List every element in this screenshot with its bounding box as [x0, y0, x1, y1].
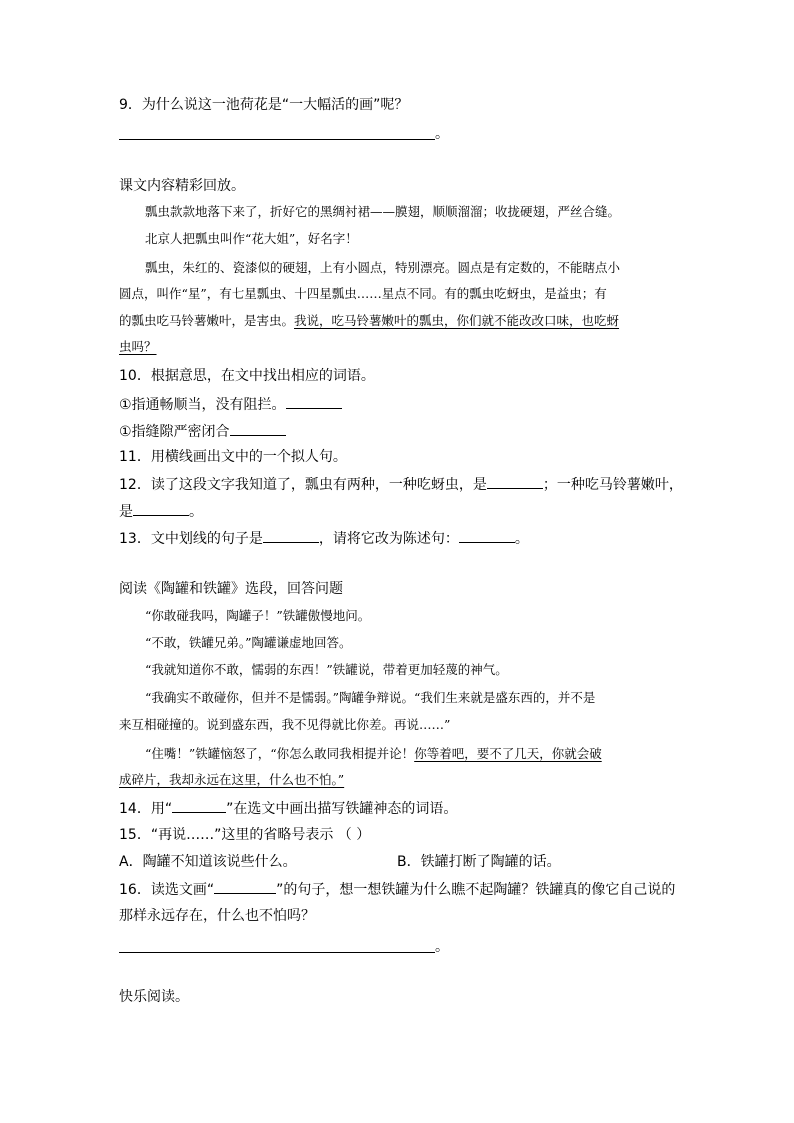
answer-line-16-end: 。 — [435, 939, 449, 955]
answer-blank-13-1[interactable] — [263, 528, 319, 543]
question-13-text-c: 。 — [514, 531, 529, 547]
question-16-text-a: 16．读选文画“ — [119, 882, 215, 898]
question-15-option-b[interactable]: B．铁罐打断了陶罐的话。 — [397, 854, 561, 870]
question-12-line-2 — [119, 501, 203, 522]
passage-1-line-2: 北京人把瓢虫叫作“花大姐”，好名字！ — [145, 231, 358, 246]
question-10-item-1-text: ①指通畅顺当，没有阻拦。 — [119, 397, 286, 413]
question-13-text-b: ，请将它改为陈述句： — [318, 531, 459, 547]
question-14-text-a: 14．用“ — [119, 801, 173, 817]
underlined-sentence-part-1: 我说，吃马铃薯嫩叶的瓢虫，你们就不能改改口味，也吃蚜 — [294, 313, 620, 328]
question-10-item-1 — [119, 394, 342, 415]
question-10-item-2-text: ①指缝隙严密闭合 — [119, 424, 230, 440]
underlined-sentence-2-part-2: 成碎片，我却永远在这里，什么也不怕。” — [119, 772, 345, 787]
question-12-line-1 — [119, 474, 683, 495]
question-13 — [119, 528, 529, 549]
question-10-item-2 — [119, 421, 286, 442]
passage-2-line-1: “你敢碰我吗，陶罐子！”铁罐傲慢地问。 — [145, 608, 371, 623]
answer-blank-12-1[interactable] — [487, 474, 543, 489]
question-12-text-c: 是 — [119, 504, 133, 520]
question-13-text-a: 13．文中划线的句子是 — [119, 531, 263, 547]
question-15-option-a[interactable]: A．陶罐不知道该说些什么。 — [119, 854, 297, 870]
passage-1-line-6 — [119, 338, 157, 356]
passage-2-line-6-plain: “住嘴！”铁罐恼怒了，“你怎么敢同我相提并论！ — [145, 746, 415, 761]
answer-blank-16[interactable] — [214, 879, 276, 894]
section-3-heading: 快乐阅读。 — [119, 989, 189, 1005]
underlined-sentence-part-2: 虫吗？ — [119, 339, 157, 354]
passage-1-line-4: 圆点，叫作“星”，有七星瓢虫、十四星瓢虫……星点不同。有的瓢虫吃蚜虫，是益虫；有 — [119, 286, 607, 301]
underlined-sentence-2-part-1: 你等着吧，要不了几天，你就会破 — [414, 746, 602, 761]
section-1-heading: 课文内容精彩回放。 — [119, 178, 245, 194]
answer-line-16[interactable] — [119, 952, 435, 953]
passage-2-line-2: “不敢，铁罐兄弟。”陶罐谦虚地回答。 — [145, 635, 352, 650]
question-16-line-1 — [119, 879, 675, 900]
answer-blank-12-2[interactable] — [133, 501, 189, 516]
question-14-text-b: ”在选文中画出描写铁罐神态的词语。 — [226, 801, 458, 817]
answer-blank-14[interactable] — [172, 798, 226, 813]
passage-1-line-1: 瓢虫款款地落下来了，折好它的黑绸衬裙——膜翅，顺顺溜溜；收拢硬翅，严丝合缝。 — [145, 204, 621, 219]
question-9: 9．为什么说这一池荷花是“一大幅活的画”呢？ — [119, 97, 409, 113]
question-10: 10．根据意思，在文中找出相应的词语。 — [119, 368, 375, 384]
question-11: 11．用横线画出文中的一个拟人句。 — [119, 449, 347, 465]
passage-1-line-5 — [119, 312, 619, 330]
passage-2-line-3: “我就知道你不敢，懦弱的东西！”铁罐说，带着更加轻蔑的神气。 — [145, 662, 508, 677]
answer-blank-13-2[interactable] — [459, 528, 515, 543]
passage-2-line-6 — [145, 745, 602, 763]
answer-line-9[interactable] — [119, 139, 435, 140]
section-2-heading: 阅读《陶罐和铁罐》选段，回答问题 — [119, 581, 343, 597]
passage-2-line-7 — [119, 771, 344, 789]
question-12-text-a: 12．读了这段文字我知道了，瓢虫有两种，一种吃蚜虫，是 — [119, 477, 487, 493]
question-14 — [119, 798, 457, 819]
passage-1-line-5-plain: 的瓢虫吃马铃薯嫩叶，是害虫。 — [119, 313, 295, 328]
question-15: 15．“再说……”这里的省略号表示 （ ） — [119, 827, 371, 843]
question-16-line-2: 那样永远存在，什么也不怕吗？ — [119, 908, 315, 924]
passage-1-line-3: 瓢虫，朱红的、瓷漆似的硬翅，上有小圆点，特别漂亮。圆点是有定数的，不能瞎点小 — [145, 260, 621, 275]
passage-2-line-4: “我确实不敢碰你，但并不是懦弱。”陶罐争辩说。“我们生来就是盛东西的，并不是 — [145, 690, 596, 705]
passage-2-line-5: 来互相碰撞的。说到盛东西，我不见得就比你差。再说……” — [119, 717, 451, 732]
answer-blank-10-1[interactable] — [286, 394, 342, 409]
question-12-text-b: ；一种吃马铃薯嫩叶， — [542, 477, 683, 493]
question-16-text-b: ”的句子，想一想铁罐为什么瞧不起陶罐？铁罐真的像它自己说的 — [276, 882, 676, 898]
question-12-text-d: 。 — [189, 504, 203, 520]
answer-blank-10-2[interactable] — [230, 421, 286, 436]
answer-line-9-end: 。 — [435, 126, 449, 142]
